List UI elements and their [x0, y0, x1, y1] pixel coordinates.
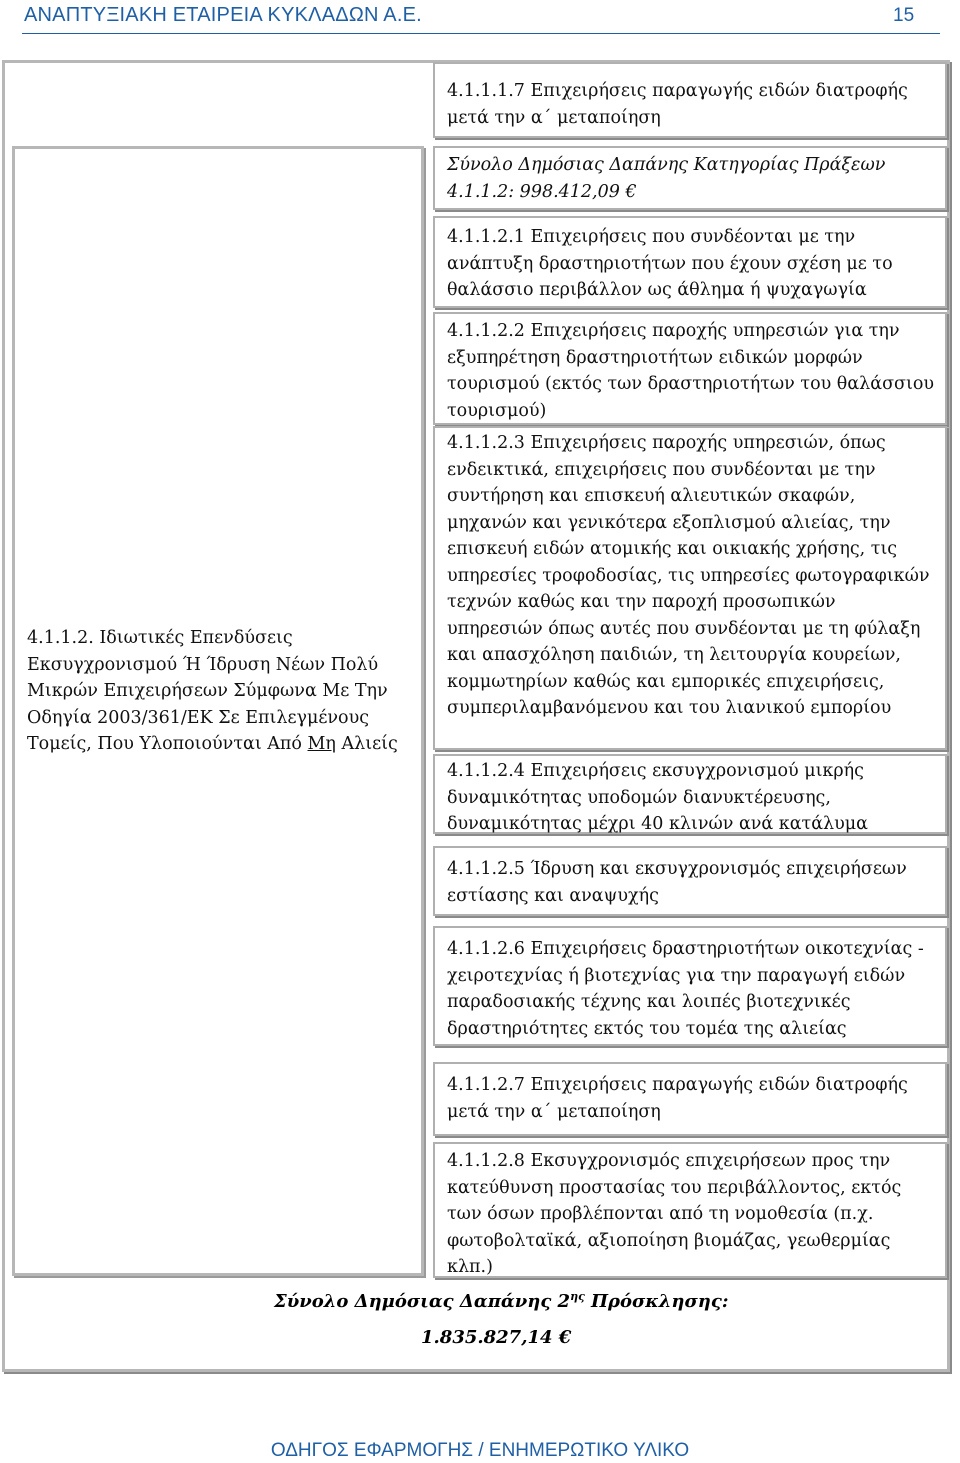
item-text: 4.1.1.2.7 Επιχειρήσεις παραγωγής ειδών διατροφής μετά την α΄ μεταποίηση — [447, 1075, 908, 1122]
item-box-4-1-1-2-1 — [433, 216, 947, 308]
grand-total-label-text: Σύνολο Δημόσιας Δαπάνης 2 — [274, 1291, 571, 1312]
category-panel — [12, 146, 424, 1276]
subtotal-box — [433, 146, 947, 210]
grand-total-label — [274, 1290, 728, 1312]
item-box-4-1-1-2-3 — [433, 426, 947, 750]
item-text: 4.1.1.2.4 Επιχειρήσεις εκσυγχρονισμού μικρής δυναμικότητας υποδομών διανυκτέρευσης, δυναμικότητας μέχρι 40 κλινών ανά κατάλυμα — [447, 761, 868, 834]
category-title-underlined: Μη — [307, 734, 336, 754]
grand-total-label-sup: ης — [570, 1290, 585, 1303]
item-box-4-1-1-2-2 — [433, 312, 947, 425]
item-box-4-1-1-2-5 — [433, 846, 947, 916]
header-divider — [22, 33, 940, 34]
item-text: 4.1.1.1.7 Επιχειρήσεις παραγωγής ειδών διατροφής μετά την α΄ μεταποίηση — [447, 81, 908, 128]
item-box-4-1-1-2-7 — [433, 1062, 947, 1136]
document-footer: ΟΔΗΓΟΣ ΕΦΑΡΜΟΓΗΣ / ΕΝΗΜΕΡΩΤΙΚΟ ΥΛΙΚΟ — [270, 1440, 690, 1461]
grand-total-label-end: Πρόσκλησης: — [584, 1291, 729, 1312]
item-text: 4.1.1.2.6 Επιχειρήσεις δραστηριοτήτων οικοτεχνίας - χειροτεχνίας ή βιοτεχνίας για την παραγωγή ειδών παραδοσιακής τέχνης και λοιπές βιοτεχνικές δραστηριότητες εκτός του τομέα της αλιείας — [447, 939, 924, 1039]
item-text: 4.1.1.2.8 Εκσυγχρονισμός επιχειρήσεων προς την κατεύθυνση προστασίας του περιβάλλοντος, εκτός των όσων προβλέπονται από τη νομοθεσία (π.χ. φωτοβολταϊκά, αξιοποίηση βιομάζας, γεωθερμίας κλπ.) — [447, 1151, 902, 1277]
item-text: 4.1.1.2.5 Ίδρυση και εκσυγχρονισμός επιχειρήσεων εστίασης και αναψυχής — [447, 859, 907, 906]
document-header-title: ΑΝΑΠΤΥΞΙΑΚΗ ΕΤΑΙΡΕΙΑ ΚΥΚΛΑΔΩΝ Α.Ε. — [24, 4, 422, 26]
item-box-4-1-1-2-4 — [433, 754, 947, 834]
item-text: 4.1.1.2.1 Επιχειρήσεις που συνδέονται με την ανάπτυξη δραστηριοτήτων που έχουν σχέση με το θαλάσσιο περιβάλλον ως άθλημα ή ψυχαγωγία — [447, 227, 893, 300]
category-title-text: 4.1.1.2. Ιδιωτικές Επενδύσεις Εκσυγχρονισμού Ή Ίδρυση Νέων Πολύ Μικρών Επιχειρήσεων Σύμφωνα Με Την Οδηγία 2003/361/ΕΚ Σε Επιλεγμένους Τομείς, Που Υλοποιούνται Από — [27, 628, 388, 754]
category-title — [27, 625, 419, 758]
item-text: 4.1.1.2.3 Επιχειρήσεις παροχής υπηρεσιών, όπως ενδεικτικά, επιχειρήσεις που συνδέονται με την συντήρηση και επισκευή αλιευτικών σκαφών, μηχανών και γενικότερα εξοπλισμού αλιείας, την επισκευή ειδών ατομικής και οικιακής χρήσης, τις υπηρεσίες τροφοδοσίας, τις υπηρεσίες φωτογραφικών τεχνών καθώς και την παροχή προσωπικών υπηρεσιών όπως αυτές που συνδέονται με τη φύλαξη και απασχόληση παιδιών, τη λειτουργία κουρείων, κομμωτηρίων καθώς και εμπορικές επιχειρήσεις, συμπεριλαμβανόμενου και του λιανικού εμπορίου — [447, 433, 930, 718]
page-number: 15 — [893, 5, 915, 26]
item-box-4-1-1-1-7 — [433, 62, 947, 138]
item-box-4-1-1-2-8 — [433, 1142, 947, 1278]
category-title-end: Αλιείς — [341, 734, 398, 754]
item-text: 4.1.1.2.2 Επιχειρήσεις παροχής υπηρεσιών για την εξυπηρέτηση δραστηριοτήτων ειδικών μορφών τουρισμού (εκτός των δραστηριοτήτων του θαλάσσιου τουρισμού) — [447, 321, 934, 421]
grand-total-value: 1.835.827,14 € — [421, 1327, 572, 1348]
subtotal-text: Σύνολο Δημόσιας Δαπάνης Κατηγορίας Πράξεων 4.1.1.2: 998.412,09 € — [447, 155, 886, 202]
item-box-4-1-1-2-6 — [433, 926, 947, 1046]
